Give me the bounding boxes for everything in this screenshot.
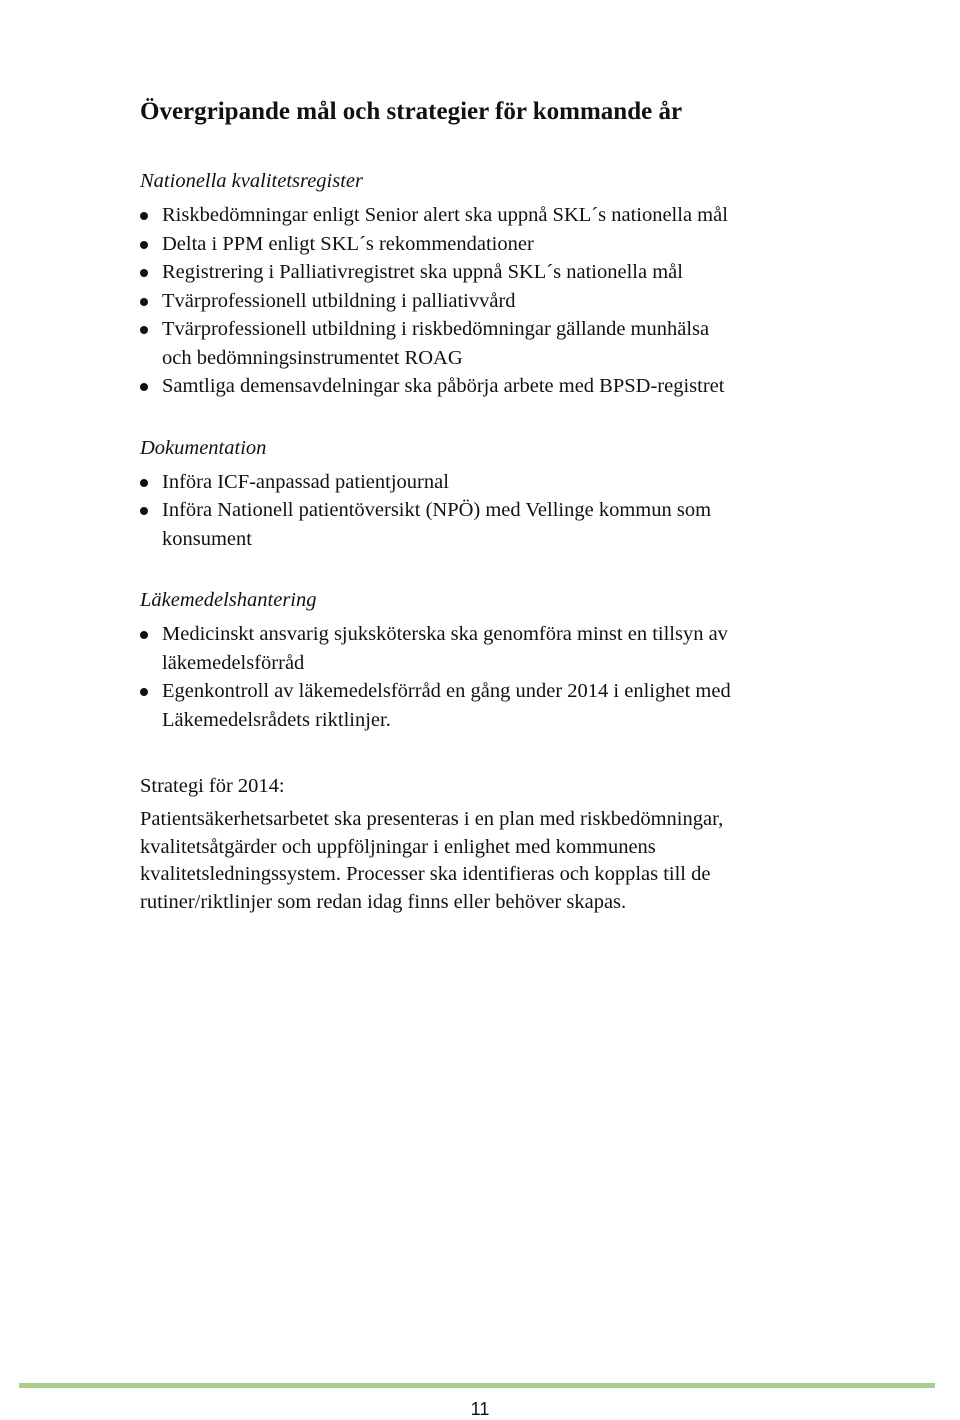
bullet-icon bbox=[140, 298, 148, 306]
bullet-icon bbox=[140, 479, 148, 487]
bullet-icon bbox=[140, 383, 148, 391]
list-item: Tvärprofessionell utbildning i palliativvård bbox=[140, 287, 840, 316]
bullet-icon bbox=[140, 631, 148, 639]
footer-divider bbox=[19, 1383, 935, 1388]
list-item: Egenkontroll av läkemedelsförråd en gång under 2014 i enlighet med Läkemedelsrådets riktlinjer. bbox=[140, 677, 840, 734]
page-title: Övergripande mål och strategier för kommande år bbox=[140, 98, 683, 125]
list-item: Riskbedömningar enligt Senior alert ska uppnå SKL´s nationella mål bbox=[140, 201, 840, 230]
section-heading: Nationella kvalitetsregister bbox=[140, 170, 363, 192]
list-item: Medicinskt ansvarig sjuksköterska ska genomföra minst en tillsyn av läkemedelsförråd bbox=[140, 620, 840, 677]
strategy-section bbox=[140, 772, 840, 916]
bullet-icon bbox=[140, 241, 148, 249]
page-number: 11 bbox=[470, 1399, 490, 1419]
bullet-icon bbox=[140, 688, 148, 696]
section-heading: Dokumentation bbox=[140, 436, 267, 459]
paragraph-line: kvalitetsledningssystem. Processer ska identifieras och kopplas till de bbox=[140, 863, 711, 885]
bullet-icon bbox=[140, 269, 148, 277]
paragraph-line: kvalitetsåtgärder och uppföljningar i enlighet med kommunens bbox=[140, 835, 656, 858]
list-item: Registrering i Palliativregistret ska uppnå SKL´s nationella mål bbox=[140, 258, 840, 287]
list-item: Samtliga demensavdelningar ska påbörja arbete med BPSD-registret bbox=[140, 372, 840, 401]
strategy-paragraph bbox=[140, 806, 840, 916]
bullet-list bbox=[140, 468, 840, 554]
bullet-icon bbox=[140, 212, 148, 220]
bullet-icon bbox=[140, 326, 148, 334]
list-item: Delta i PPM enligt SKL´s rekommendationer bbox=[140, 230, 840, 259]
section-lakemedelshantering bbox=[140, 586, 840, 734]
document-page bbox=[140, 92, 840, 916]
paragraph-line: rutiner/riktlinjer som redan idag finns eller behöver skapas. bbox=[140, 890, 627, 913]
paragraph-line: Patientsäkerhetsarbetet ska presenteras i en plan med riskbedömningar, bbox=[140, 808, 724, 830]
bullet-icon bbox=[140, 507, 148, 515]
bullet-list bbox=[140, 201, 840, 401]
section-dokumentation bbox=[140, 434, 840, 554]
strategy-heading: Strategi för 2014: bbox=[140, 775, 285, 797]
list-item: Tvärprofessionell utbildning i riskbedömningar gällande munhälsa och bedömningsinstrumentet ROAG bbox=[140, 315, 840, 372]
section-nationella-kvalitetsregister bbox=[140, 167, 840, 401]
section-heading: Läkemedelshantering bbox=[140, 589, 317, 611]
bullet-list bbox=[140, 620, 840, 734]
list-item: Införa Nationell patientöversikt (NPÖ) med Vellinge kommun som konsument bbox=[140, 496, 840, 553]
list-item: Införa ICF-anpassad patientjournal bbox=[140, 468, 840, 497]
